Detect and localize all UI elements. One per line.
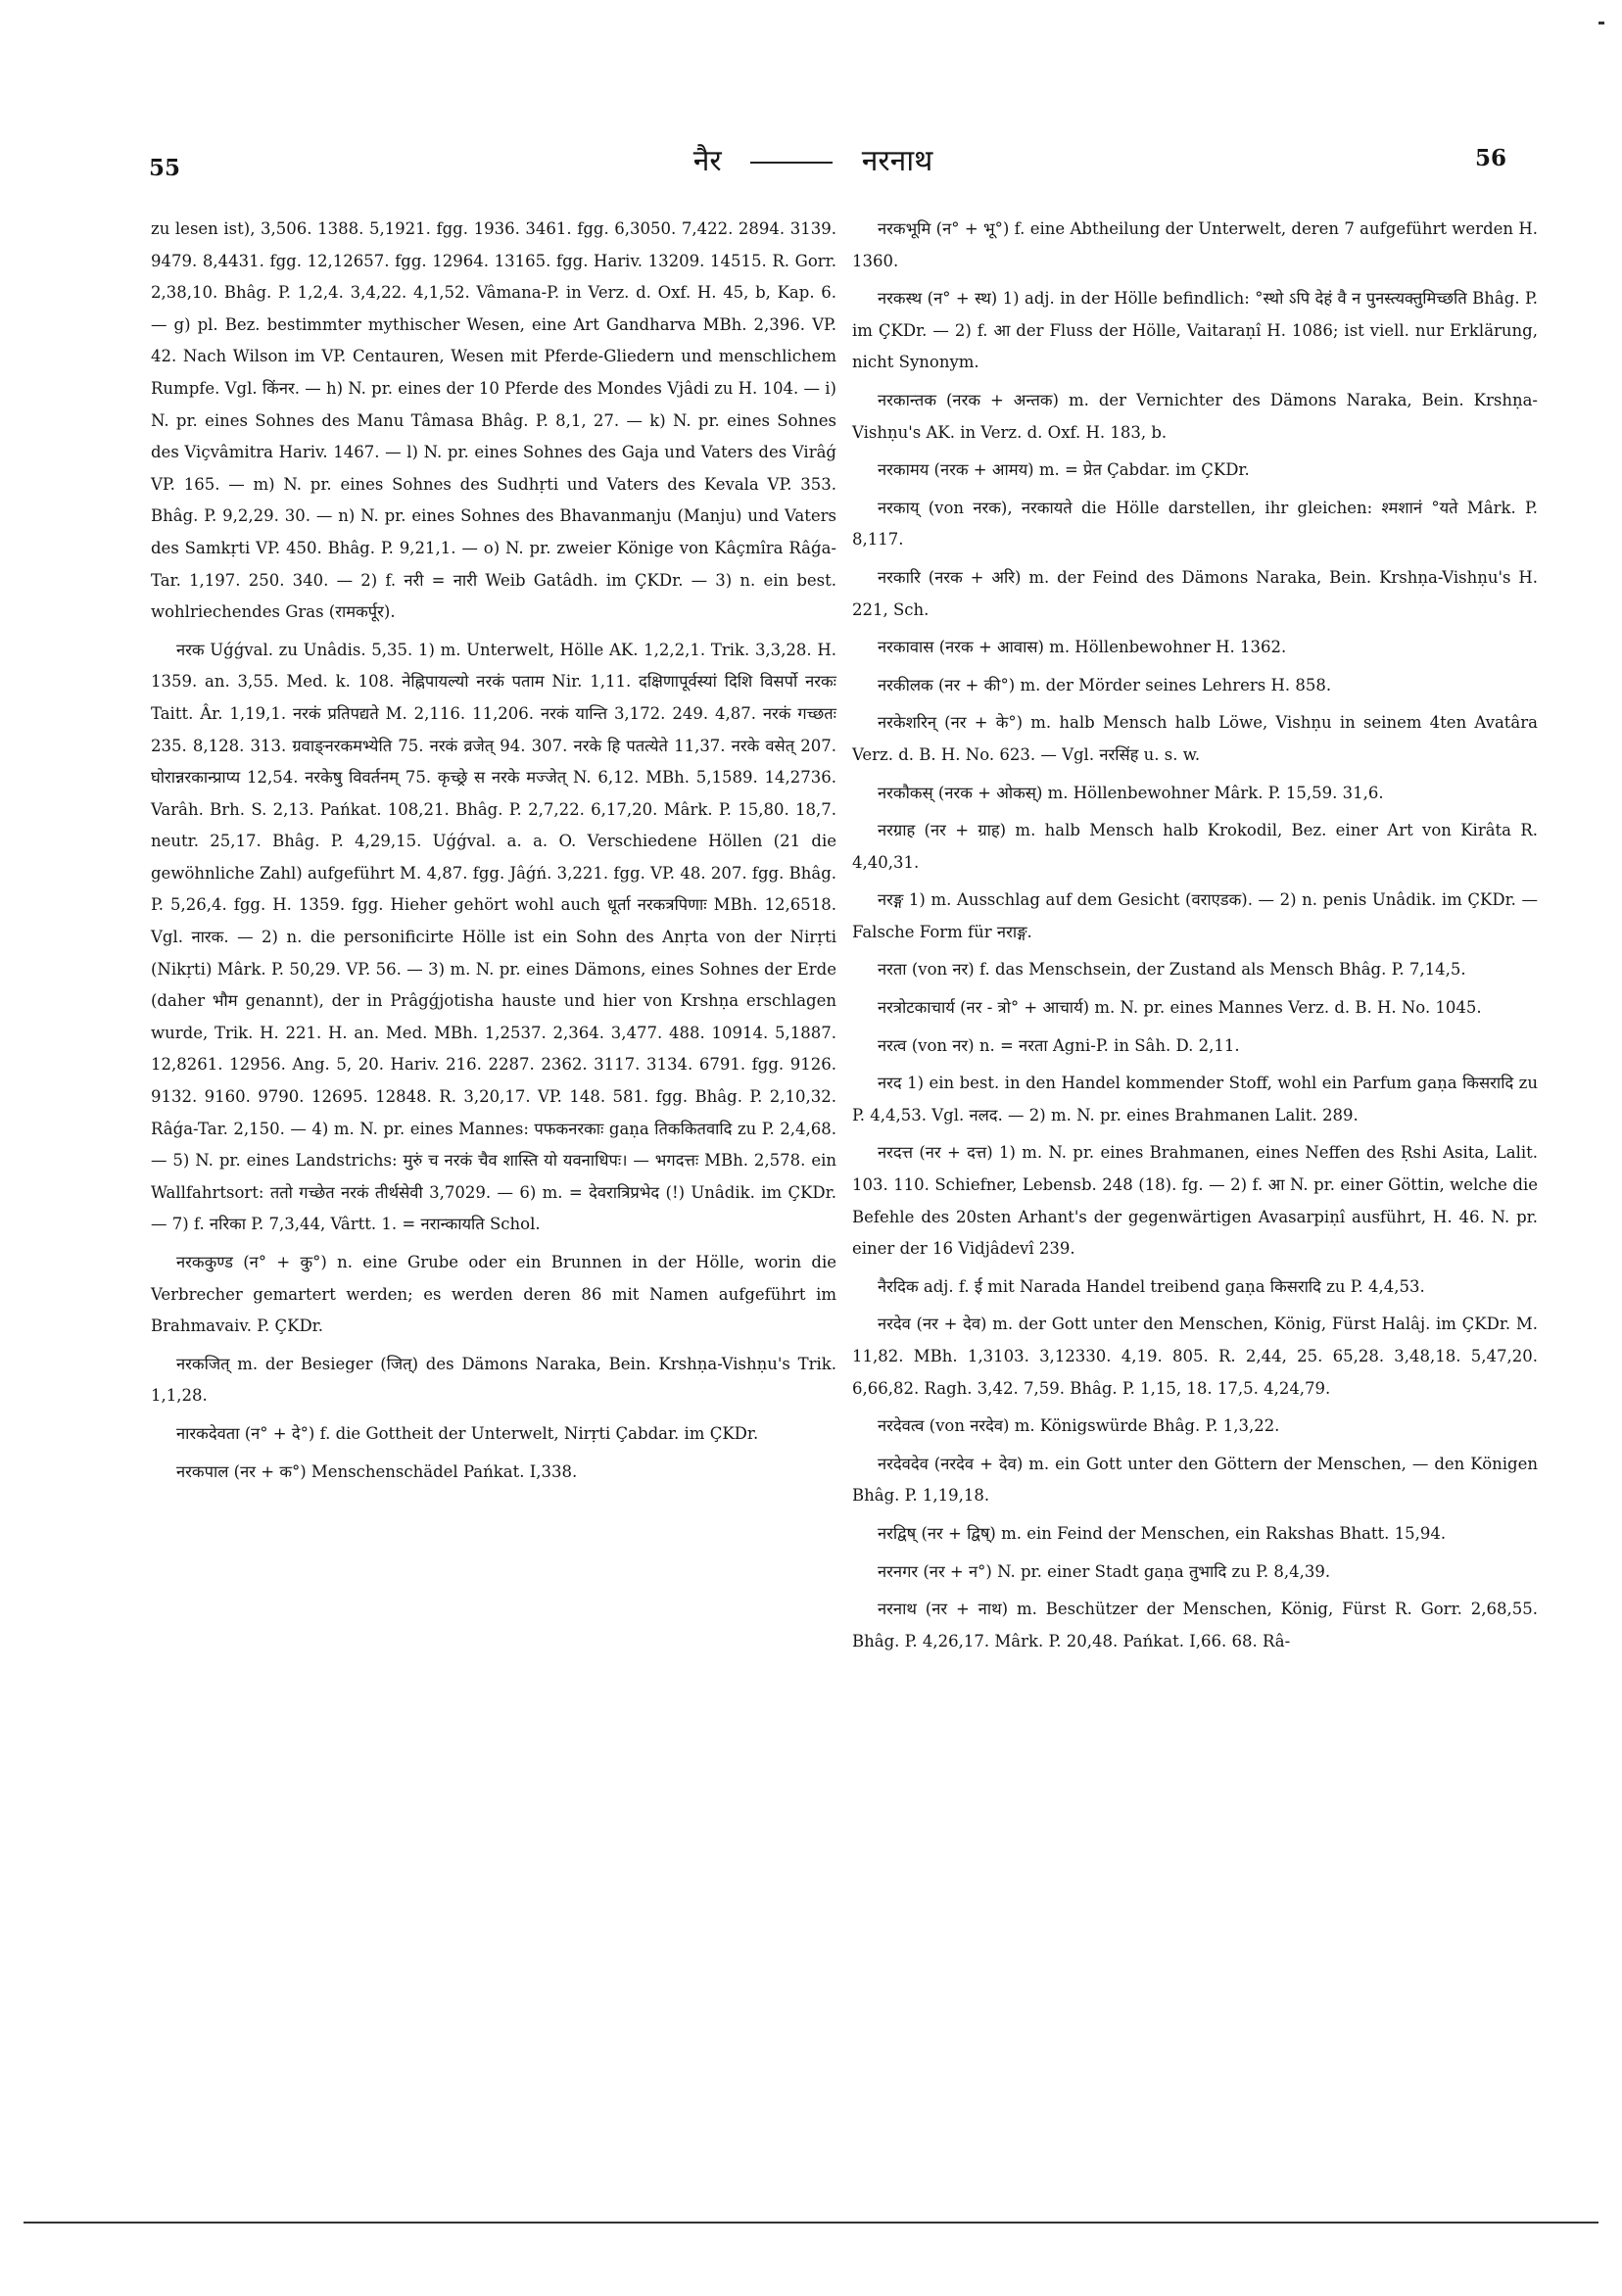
corner-mark bbox=[1598, 22, 1604, 24]
page-number-left: 55 bbox=[149, 155, 181, 181]
dictionary-entry: नरत्रोटकाचार्य (नर - त्रो° + आचार्य) m. N. pr. eines Mannes Verz. d. B. H. No. 1045. bbox=[878, 998, 1482, 1018]
dictionary-entry: नरद 1) ein best. in den Handel kommender Stoff, wohl ein Parfum gaṇa किसरादि zu P. 4,4,53. Vgl. नलद. — 2) m. N. pr. eines Brahmanen Lalit. 289. bbox=[852, 1074, 1538, 1124]
dictionary-entry: नरदेवदेव (नरदेव + देव) m. ein Gott unter den Göttern der Menschen, — den Königen Bhâg. P. 1,19,18. bbox=[852, 1454, 1538, 1506]
dictionary-entry: नरकाय् (von नरक), नरकायते die Hölle darstellen, ihr gleichen: श्मशानं °यते Mârk. P. 8,117. bbox=[852, 498, 1538, 550]
dictionary-entry: नरकीलक (नर + की°) m. der Mörder seines Lehrers H. 858. bbox=[878, 675, 1332, 694]
dictionary-entry: नरकस्थ (न° + स्थ) 1) adj. in der Hölle befindlich: °स्थो ऽपि देहं वै न पुनस्त्यक्तुमिच्छति Bhâg. P. im ÇKDr. — 2) f. आ der Fluss der Hölle, Vaitaraṇî H. 1086; ist viell. nur Erklärung, nicht Synonym. bbox=[852, 289, 1538, 372]
dictionary-entry: नरकामय (नरक + आमय) m. = प्रेत Çabdar. im ÇKDr. bbox=[878, 460, 1250, 480]
dictionary-entry: नरकौकस् (नरक + ओकस्) m. Höllenbewohner Mârk. P. 15,59. 31,6. bbox=[878, 783, 1384, 802]
dictionary-entry: नरदेव (नर + देव) m. der Gott unter den Menschen, König, Fürst Halâj. im ÇKDr. M. 11,82. MBh. 1,3103. 3,12330. 4,19. 805. R. 2,44, 25. 65,28. 3,48,18. 5,47,20. 6,66,82. Ragh. 3,42. 7,59. Bhâg. P. 1,15, 18. 17,5. 4,24,79. bbox=[852, 1315, 1538, 1398]
dictionary-entry: नरनगर (नर + न°) N. pr. einer Stadt gaṇa तुभादि zu P. 8,4,39. bbox=[878, 1561, 1331, 1581]
dictionary-entry: नरकारि (नरक + अरि) m. der Feind des Dämons Naraka, Bein. Krshṇa-Vishṇu's H. 221, Sch. bbox=[852, 567, 1538, 619]
dictionary-entry: नरदेवत्व (von नरदेव) m. Königswürde Bhâg. P. 1,3,22. bbox=[878, 1416, 1280, 1436]
entry-continuation: zu lesen ist), 3,506. 1388. 5,1921. fgg. 1936. 3461. fgg. 6,3050. 7,422. 2894. 3139. 9479. 8,4431. fgg. 12,12657. fgg. 12964. 13165. fgg. Hariv. 13209. 14515. R. Gorr. 2,38,10. Bhâg. P. 1,2,4. 3,4,22. 4,1,52. Vâmana-P. in Verz. d. Oxf. H. 45, b, Kap. 6. — g) pl. Bez. bestimmter mythischer Wesen, eine Art Gandharva MBh. 2,396. VP. 42. Nach Wilson im VP. Centauren, Wesen mit Pferde-Gliedern und menschlichem Rumpfe. Vgl. किंनर. — h) N. pr. eines der 10 Pferde des Mondes Vjâdi zu H. 104. — i) N. pr. eines Sohnes des Manu Tâmasa Bhâg. P. 8,1, 27. — k) N. pr. eines Sohnes des Viçvâmitra Hariv. 1467. — l) N. pr. eines Sohnes des Gaja und Vaters des Virâǵ VP. 165. — m) N. pr. eines Sohnes des Sudhṛti und Vaters des Kevala VP. 353. Bhâg. P. 9,2,29. 30. — n) N. pr. eines Sohnes des Bhavanmanju (Manju) und Vaters des Samkṛti VP. 450. Bhâg. P. 9,21,1. — o) N. pr. zweier Könige von Kâçmîra Râǵa-Tar. 1,197. 250. 340. — 2) f. नरी = नारी Weib Gatâdh. im ÇKDr. — 3) n. ein best. wohlriechendes Gras (रामकर्पूर). bbox=[151, 219, 836, 622]
dictionary-entry: नरग्राह (नर + ग्राह) m. halb Mensch halb Krokodil, Bez. einer Art von Kirâta R. 4,40,31. bbox=[852, 821, 1538, 872]
dictionary-entry: नरदत्त (नर + दत्त) 1) m. N. pr. eines Brahmanen, eines Neffen des Ṛshi Asita, Lalit. 103. 110. Schiefner, Lebensb. 248 (18). fg. — 2) f. आ N. pr. einer Göttin, welche die Befehle des 20sten Arhant's der gegenwärtigen Avasarpiṇî ausführt, H. 46. N. pr. einer der 16 Vidjâdevî 239. bbox=[852, 1143, 1538, 1259]
range-dash bbox=[750, 162, 833, 164]
dictionary-entry: नैरदिक adj. f. ई mit Narada Handel treibend gaṇa किसरादि zu P. 4,4,53. bbox=[878, 1276, 1425, 1296]
headword-range bbox=[127, 139, 1499, 179]
dictionary-entry: नरकेशरिन् (नर + के°) m. halb Mensch halb Löwe, Vishṇu in seinem 4ten Avatâra Verz. d. B. H. No. 623. — Vgl. नरसिंह u. s. w. bbox=[852, 713, 1538, 764]
dictionary-entry: नरकपाल (नर + क°) Menschenschädel Pańkat. I,338. bbox=[176, 1461, 578, 1481]
dictionary-entry: नरकजित् m. der Besieger (जित्) des Dämons Naraka, Bein. Krshṇa-Vishṇu's Trik. 1,1,28. bbox=[151, 1354, 836, 1406]
dictionary-entry: नरकभूमि (न° + भू°) f. eine Abtheilung der Unterwelt, deren 7 aufgeführt werden H. 1360. bbox=[852, 219, 1538, 270]
running-head bbox=[127, 135, 1506, 184]
first-headword: नैर bbox=[692, 144, 722, 178]
page-number-right: 56 bbox=[1474, 145, 1506, 171]
dictionary-entry: नरककुण्ड (न° + कु°) n. eine Grube oder ein Brunnen in der Hölle, worin die Verbrecher gemartert werden; es werden deren 86 mit Namen aufgeführt im Brahmavaiv. P. ÇKDr. bbox=[151, 1253, 836, 1336]
dictionary-entry: नारकदेवता (न° + दे°) f. die Gottheit der Unterwelt, Nirṛti Çabdar. im ÇKDr. bbox=[176, 1423, 759, 1443]
dictionary-entry: नरद्विष् (नर + द्विष्) m. ein Feind der Menschen, ein Rakshas Bhatt. 15,94. bbox=[878, 1523, 1447, 1543]
dictionary-entry: नरत्व (von नर) n. = नरता Agni-P. in Sâh. D. 2,11. bbox=[878, 1035, 1240, 1055]
last-headword: नरनाथ bbox=[861, 144, 933, 178]
dictionary-entry: नरनाथ (नर + नाथ) m. Beschützer der Menschen, König, Fürst R. Gorr. 2,68,55. Bhâg. P. 4,26,17. Mârk. P. 20,48. Pańkat. I,66. 68. Râ- bbox=[852, 1600, 1538, 1650]
dictionary-entry: नरता (von नर) f. das Menschsein, der Zustand als Mensch Bhâg. P. 7,14,5. bbox=[878, 960, 1466, 980]
footer-rule bbox=[24, 2222, 1598, 2224]
dictionary-entry: नरकावास (नरक + आवास) m. Höllenbewohner H. 1362. bbox=[878, 638, 1287, 657]
dictionary-entry: नरङ्ग 1) m. Ausschlag auf dem Gesicht (वराएडक). — 2) n. penis Unâdik. im ÇKDr. — Falsche Form für नराङ्ग. bbox=[852, 890, 1538, 941]
dictionary-entry: नरक Uǵǵval. zu Unâdis. 5,35. 1) m. Unterwelt, Hölle AK. 1,2,2,1. Trik. 3,3,28. H. 1359. an. 3,55. Med. k. 108. नेह्निपायल्यो नरकं पताम Nir. 1,11. दक्षिणापूर्वस्यां दिशि विसर्पो नरकः Taitt. Âr. 1,19,1. नरकं प्रतिपद्यते M. 2,116. 11,206. नरकं यान्ति 3,172. 249. 4,87. नरकं गच्छतः 235. 8,128. 313. ग्रवाङ्नरकमभ्येति 75. नरकं व्रजेत् 94. 307. नरके हि पतत्येते 11,37. नरके वसेत् 207. घोरान्नरकान्प्राप्य 12,54. नरकेषु विवर्तनम् 75. कृच्छ्रे स नरके मज्जेत् N. 6,12. MBh. 5,1589. 14,2736. Varâh. Brh. S. 2,13. Pańkat. 108,21. Bhâg. P. 2,7,22. 6,17,20. Mârk. P. 15,80. 18,7. neutr. 25,17. Bhâg. P. 4,29,15. Uǵǵval. a. a. O. Verschiedene Höllen (21 die gewöhnliche Zahl) aufgeführt M. 4,87. fgg. Jâǵń. 3,221. fgg. VP. 48. 207. fgg. Bhâg. P. 5,26,4. fgg. H. 1359. fgg. Hieher gehört wohl auch धूर्ता नरकत्रपिणाः MBh. 12,6518. Vgl. नारक. — 2) n. die personificirte Hölle ist ein Sohn des Anṛta von der Nirṛti (Nikṛti) Mârk. P. 50,29. VP. 56. — 3) m. N. pr. eines Dämons, eines Sohnes der Erde (daher भौम genannt), der in Prâgǵjotisha hauste und hier von Krshṇa erschlagen wurde, Trik. H. 221. H. an. Med. MBh. 1,2537. 2,364. 3,477. 488. 10914. 5,1887. 12,8261. 12956. Ang. 5, 20. Hariv. 216. 2287. 2362. 3117. 3134. 6791. fgg. 9126. 9132. 9160. 9790. 12695. 12848. R. 3,20,17. VP. 148. 581. fgg. Bhâg. P. 2,10,32. Râǵa-Tar. 2,150. — 4) m. N. pr. eines Mannes: पफकनरकाः gaṇa तिककितवादि zu P. 2,4,68. — 5) N. pr. eines Landstrichs: मुरुं च नरकं चैव शास्ति यो यवनाधिपः। — भगदत्तः MBh. 2,578. ein Wallfahrtsort: ततो गच्छेत नरकं तीर्थसेवी 3,7029. — 6) m. = देवरात्रिप्रभेद (!) Unâdik. im ÇKDr. — 7) f. नरिका P. 7,3,44, Vârtt. 1. = नरान्कायति Schol. bbox=[151, 640, 836, 1234]
right-column bbox=[852, 214, 1538, 1663]
dictionary-entry: नरकान्तक (नरक + अन्तक) m. der Vernichter des Dämons Naraka, Bein. Krshṇa-Vishṇu's AK. in Verz. d. Oxf. H. 183, b. bbox=[852, 390, 1538, 442]
left-column bbox=[151, 214, 836, 1494]
